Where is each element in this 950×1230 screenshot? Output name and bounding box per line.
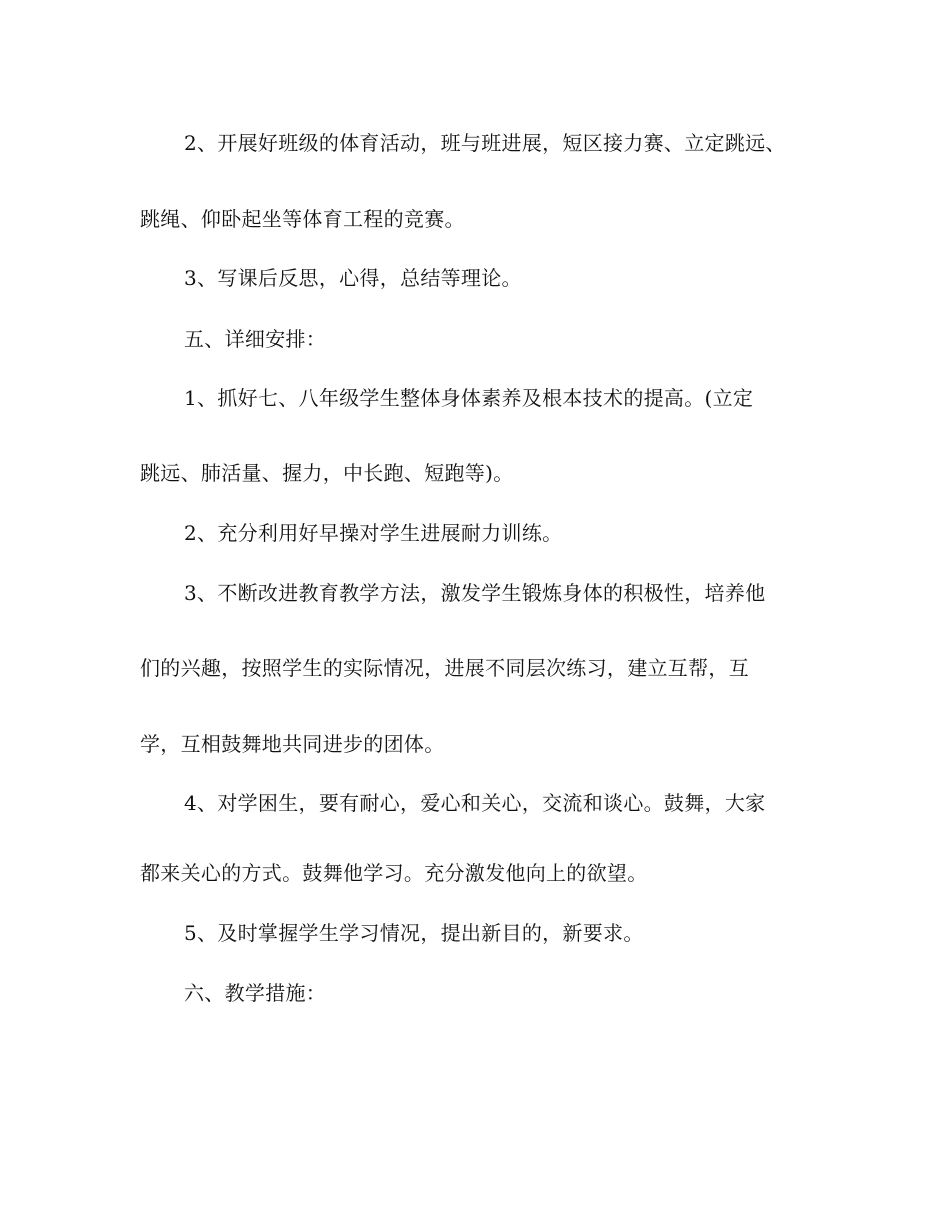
- paragraph-line: 都来关心的方式。鼓舞他学习。充分激发他向上的欲望。: [140, 861, 648, 885]
- paragraph-line: 3、不断改进教育教学方法，激发学生锻炼身体的积极性，培养他: [184, 581, 766, 605]
- paragraph-line: 2、充分利用好早操对学生进展耐力训练。: [184, 521, 563, 545]
- paragraph-line: 跳绳、仰卧起坐等体育工程的竞赛。: [140, 207, 465, 231]
- paragraph-line: 3、写课后反思，心得，总结等理论。: [184, 266, 522, 290]
- section-heading: 五、详细安排：: [184, 327, 327, 351]
- paragraph-line: 学，互相鼓舞地共同进步的团体。: [140, 732, 445, 756]
- section-heading: 六、教学措施：: [184, 981, 327, 1005]
- paragraph-line: 2、开展好班级的体育活动，班与班进展，短区接力赛、立定跳远、: [184, 131, 786, 155]
- paragraph-line: 5、及时掌握学生学习情况，提出新目的，新要求。: [184, 921, 644, 945]
- paragraph-line: 跳远、肺活量、握力，中长跑、短跑等)。: [140, 461, 514, 485]
- paragraph-line: 4、对学困生，要有耐心，爱心和关心，交流和谈心。鼓舞，大家: [184, 791, 766, 815]
- paragraph-line: 们的兴趣，按照学生的实际情况，进展不同层次练习，建立互帮，互: [140, 656, 749, 680]
- paragraph-line: 1、抓好七、八年级学生整体身体素养及根本技术的提高。(立定: [184, 386, 754, 410]
